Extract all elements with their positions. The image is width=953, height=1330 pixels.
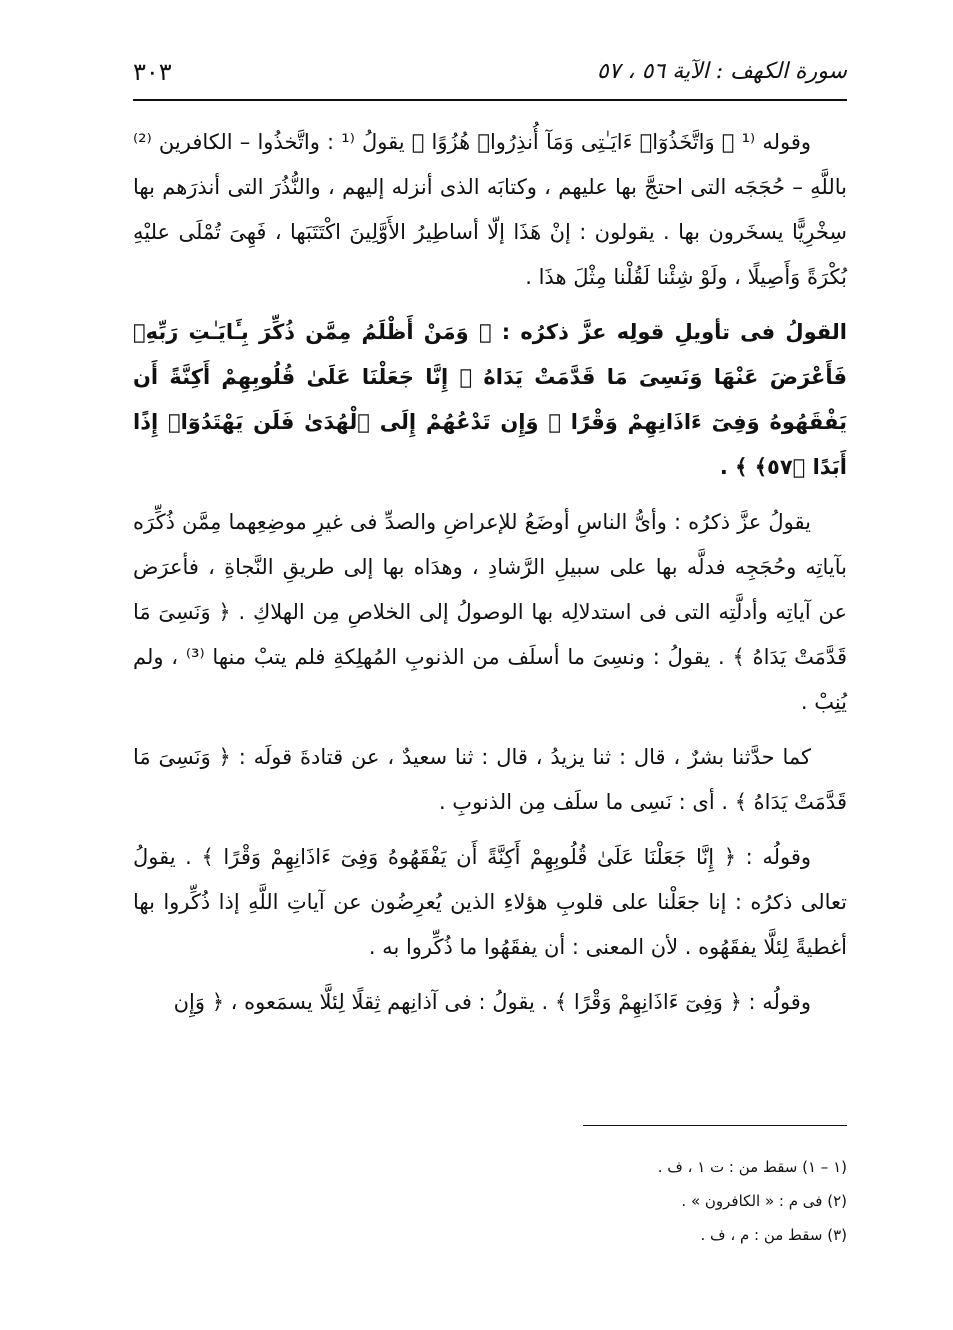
footnote-1: (١ – ١) سقط من : ت ١ ، ف . (657, 1158, 847, 1176)
main-text (133, 120, 847, 1025)
page-number: ٣٠٣ (133, 58, 172, 86)
paragraph-hearts-covering: وقولُه : ﴿ إِنَّا جَعَلْنَا عَلَىٰ قُلُوبِهِمْ أَكِنَّةً أَن يَفْقَهُوهُ وَفِىٓ ءَاذَانِهِمْ وَقْرًا ﴾ . يقولُ تعالى ذكرُه : إنا جعَلْنا على قلوبِ هؤلاءِ الذين يُعرِضُون عن آياتِ اللَّهِ إذا ذُكِّروا بها أغطيةً لِئلَّا يفقَهُوه . لأن المعنى : أن يفقَهُوا ما ذُكِّروا به . (133, 845, 847, 959)
running-header (133, 52, 847, 92)
footnotes (133, 1150, 847, 1252)
paragraph-verse-56-commentary: وقوله ⁽¹ ﴿ وَاتَّخَذُوٓا۟ ءَايَـٰتِى وَمَآ أُنذِرُوا۟ هُزُوًا ﴾ يقولُ ⁽¹ : واتَّخذُوا – الكافرين ⁽²⁾ باللَّهِ – حُجَجَه التى احتجَّ بها عليهم ، وكتابَه الذى أنزله إليهم ، والنُّذُرَ التى أنذرَهم بها سِخْرِيًّا يسخَرون بها . يقولون : إنْ هَذَا إلّا أساطِيرُ الأَوَّلِينَ اكْتَتَبَها ، فَهِىَ تُمْلَى عليْهِ بُكْرَةً وَأَصِيلًا ، ولَوْ شِئْنا لَقُلْنا مِثْلَ هذَا . (133, 130, 847, 289)
footnote-3: (٣) سقط من : م ، ف . (700, 1226, 847, 1244)
footnote-2: (٢) فى م : « الكافرون » . (681, 1192, 847, 1210)
running-head-title: سورة الكهف : الآية ٥٦ ، ٥٧ (596, 59, 847, 84)
paragraph-ears-deafness: وقولُه : ﴿ وَفِىٓ ءَاذَانِهِمْ وَقْرًا ﴾ . يقولُ : فى آذانِهم ثِقلًا لِئلَّا يسمَعوه ، ﴿ وَإِن (173, 990, 811, 1014)
footnote-divider (583, 1125, 847, 1126)
paragraph-qatada-report: كما حدَّثنا بشرٌ ، قال : ثنا يزيدُ ، قال : ثنا سعيدٌ ، عن قتادةَ قولَه : ﴿ وَنَسِىَ مَا قَدَّمَتْ يَدَاهُ ﴾ . أى : نَسِى ما سلَف مِن الذنوبِ . (133, 745, 847, 814)
paragraph-verse-57-heading: القولُ فى تأويلِ قولِه عزَّ ذكرُه : ﴿ وَمَنْ أَظْلَمُ مِمَّن ذُكِّرَ بِـَٔايَـٰتِ رَبِّهِۦ فَأَعْرَضَ عَنْهَا وَنَسِىَ مَا قَدَّمَتْ يَدَاهُ ۚ إِنَّا جَعَلْنَا عَلَىٰ قُلُوبِهِمْ أَكِنَّةً أَن يَفْقَهُوهُ وَفِىٓ ءَاذَانِهِمْ وَقْرًا ۖ وَإِن تَدْعُهُمْ إِلَى ٱلْهُدَىٰ فَلَن يَهْتَدُوٓا۟ إِذًا أَبَدًا ﴿٥٧﴾ ﴾ . (133, 320, 847, 479)
header-divider (133, 99, 847, 101)
paragraph-verse-57-commentary: يقولُ عزَّ ذكرُه : وأىُّ الناسِ أوضَعُ للإعراضِ والصدِّ فى غيرِ موضِعِهما مِمَّن ذُكِّرَه بآياتِه وحُجَجِه فدلَّه بها على سبيلِ الرَّشادِ ، وهدَاه بها إلى طريقِ النَّجاةِ ، فأعرَض عن آياتِه وأدلَّتِه التى فى استدلالِه بها الوصولُ إلى الخلاصِ مِن الهلاكِ . ﴿ وَنَسِىَ مَا قَدَّمَتْ يَدَاهُ ﴾ . يقولُ : ونسِىَ ما أسلَف من الذنوبِ المُهلِكةِ فلم يتبْ منها ⁽³⁾ ، ولم يُنِبْ . (133, 510, 847, 714)
